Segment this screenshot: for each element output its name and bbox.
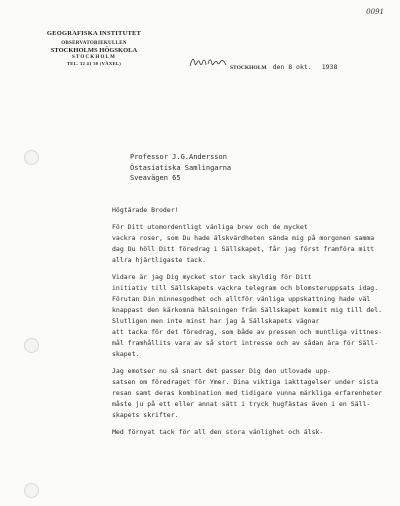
- body-line: Slutligen men inte minst har jag å Sällskapets vägnar: [112, 317, 320, 325]
- recipient-street: Sveavägen 65: [130, 174, 181, 182]
- body-line: måste ju på ett eller annat sätt i tryck hugfästas även i en Säll-: [112, 400, 371, 408]
- handwritten-signature: [188, 55, 228, 69]
- body-line: att tacka för det föredrag, som både av pressen och muntliga vittnes-: [112, 328, 383, 336]
- archive-number: 0091: [366, 8, 384, 16]
- body-line: Förutan Din minnesgodhet och alltför vänliga uppskattning hade väl: [112, 295, 371, 303]
- letterhead-institute: GEOGRAFISKA INSTITUTET: [46, 30, 142, 37]
- recipient-institution: Östasiatiska Samlingarna: [130, 163, 232, 172]
- recipient-name: Professor J.G.Andersson: [130, 153, 227, 161]
- recipient-address: [130, 152, 231, 184]
- body-line: Jag emotser nu så snart det passer Dig den utlovade upp-: [112, 367, 332, 375]
- body-line: Vidare är jag Dig mycket stor tack skyldig för Ditt: [112, 273, 312, 281]
- letterhead: [38, 30, 150, 66]
- body-line: vackra roser, som Du hade älskvärdheten sända mig på morgonen samma: [112, 234, 375, 242]
- body-line: dag Du höll Ditt föredrag i Sällskapet, får jag först framföra mitt: [112, 245, 375, 253]
- body-line: skapets skrifter.: [112, 411, 179, 419]
- punch-hole-bottom: [24, 483, 39, 498]
- body-line: resan samt deras kombination med tidigare vunna märkliga erfarenheter: [112, 389, 383, 397]
- punch-hole-top: [24, 150, 39, 165]
- greeting: Högtärade Broder!: [112, 206, 179, 214]
- dateline-date: den 8 okt.: [272, 63, 312, 71]
- dateline-city: STOCKHOLM: [230, 65, 267, 71]
- letter-body: [112, 205, 392, 438]
- dateline: [188, 55, 337, 71]
- dateline-year: 1938: [321, 63, 338, 71]
- body-line: allra hjärtligaste tack.: [112, 256, 206, 264]
- letterhead-address: OBSERVATORIEKULLEN: [61, 41, 127, 46]
- letterhead-phone: TEL. 32 41 30 (VÄXEL): [66, 61, 122, 66]
- letterhead-city: STOCKHOLM: [71, 55, 117, 60]
- body-line: För Ditt utomordentligt vänliga brev och de mycket: [112, 223, 308, 231]
- punch-hole-middle: [24, 338, 39, 353]
- letterhead-university: STOCKHOLMS HÖGSKOLA: [50, 47, 138, 54]
- body-line: mål framhållits vara av så stort intresse och av sådan ära för Säll-: [112, 339, 379, 347]
- body-line: initiativ till Sällskapets vackra telegram och blomsteruppsats idag.: [112, 284, 379, 292]
- body-line: satsen om föredraget för Ymer. Dina viktiga iakttagelser under sista: [112, 378, 379, 386]
- body-line: knappast den kärkomna hälsningen från Sällskapet kommit mig till del.: [112, 306, 383, 314]
- body-line: Med förnyat tack för all den stora vänlighet och älsk-: [112, 428, 324, 436]
- body-line: skapet.: [112, 350, 140, 358]
